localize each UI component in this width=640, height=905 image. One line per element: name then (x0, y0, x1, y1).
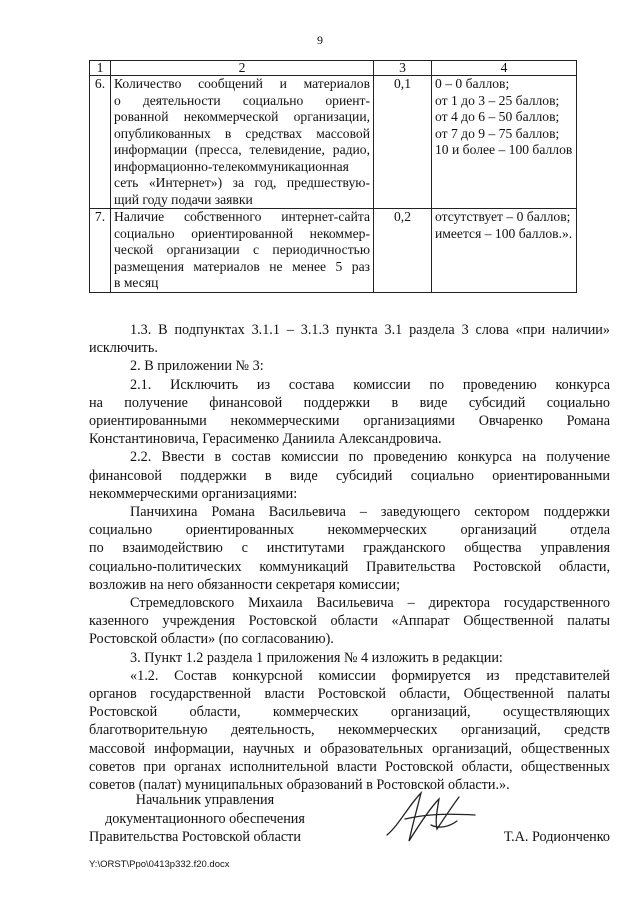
row-weight: 0,2 (374, 209, 432, 293)
signatory-title-line: документационного обеспечения (105, 810, 305, 827)
paragraph-line: социально-политических коммуникаций Правительства Ростовской области, (89, 558, 610, 575)
paragraph-line: финансовой поддержки в виде субсидий социально ориентированными (89, 467, 610, 484)
table-header-cell: 3 (374, 61, 432, 76)
paragraph-line: возложив на него обязанности секретаря комиссии; (89, 576, 401, 593)
file-path-footer: Y:\ORST\Ppo\0413p332.f20.docx (89, 859, 230, 870)
paragraph-line: Панчихина Романа Васильевича – заведующего сектором поддержки (130, 504, 610, 521)
description-line: ческой организации с периодичностью (114, 242, 370, 257)
document-body (89, 321, 610, 794)
signatory-title-line: Начальник управления (135, 792, 275, 808)
row-number: 6. (90, 76, 111, 209)
row-description (111, 76, 374, 209)
paragraph-line: ориентированными некоммерческими организациями Овчаренко Романа (89, 413, 610, 430)
paragraph-line: Стремедловского Михаила Васильевича – директора государственного (130, 595, 610, 612)
paragraph-line: 3. Пункт 1.2 раздела 1 приложения № 4 изложить в редакции: (130, 649, 503, 666)
signatory-name: Т.А. Родионченко (503, 829, 610, 845)
paragraph-line: исключить. (89, 340, 158, 357)
description-line: сеть «Интернет») за год, предшествую- (114, 175, 370, 190)
handwritten-signature-icon (379, 785, 479, 847)
paragraph-line: «1.2. Состав конкурсной комиссии формируется из представителей (130, 667, 610, 684)
score-line: от 4 до 6 – 50 баллов; (435, 109, 560, 124)
paragraph-line: массовой информации, научных и образовательных организаций, общественных (89, 740, 610, 757)
paragraph-line: советов при органах исполнительной власти Ростовской области, общественных (89, 758, 610, 775)
description-line: информационно-телекоммуникационная (114, 158, 349, 174)
description-line: социально ориентированной некоммер- (114, 225, 370, 241)
paragraph-line: 2. В приложении № 3: (130, 358, 264, 375)
score-line: от 1 до 3 – 25 баллов; (435, 92, 560, 108)
paragraph-line: на получение финансовой поддержки в виде субсидий социально (89, 394, 610, 411)
paragraph-line: советов (палат) муниципальных образований в Ростовской области.». (89, 777, 510, 794)
table-header-cell: 2 (111, 61, 374, 76)
row-scores (432, 209, 577, 293)
row-weight: 0,1 (374, 76, 432, 209)
table-row (90, 209, 577, 293)
paragraph-line: по взаимодействию с институтами гражданского общества управления (89, 540, 610, 557)
paragraph-line: социально ориентированных некоммерческих организаций отдела (89, 522, 610, 539)
table-row (90, 76, 577, 209)
signatory-title-line: Правительства Ростовской области (89, 829, 301, 845)
paragraph-line: 1.3. В подпунктах 3.1.1 – 3.1.3 пункта 3.1 раздела 3 слова «при наличии» (130, 322, 610, 338)
score-line: имеется – 100 баллов.». (435, 225, 573, 241)
signatory-title (89, 791, 321, 847)
score-line: отсутствует – 0 баллов; (435, 209, 571, 224)
paragraph-line: благотворительную деятельность, некоммерческих организаций, средств (89, 722, 610, 739)
table-header-cell: 4 (432, 61, 577, 76)
description-line: в месяц (114, 275, 159, 290)
description-line: щий году подачи заявки (114, 191, 253, 207)
paragraph-line: некоммерческими организациями: (89, 485, 298, 502)
paragraph-line: Ростовской области, коммерческих организаций, осуществляющих (89, 704, 610, 721)
paragraph-line: казенного учреждения Ростовской области «Аппарат Общественной палаты (89, 613, 610, 630)
page-number: 9 (317, 33, 323, 47)
description-line: размещения материалов не менее 5 раз (114, 258, 370, 274)
description-line: о деятельности социально ориент- (114, 92, 370, 108)
criteria-table (89, 60, 577, 293)
signature-block (89, 791, 610, 851)
description-line: опубликованных в средствах массовой (114, 125, 370, 141)
score-line: 0 – 0 баллов; (435, 76, 510, 91)
description-line: Количество сообщений и материалов (114, 76, 370, 91)
table-header-cell: 1 (90, 61, 111, 76)
paragraph-line: Ростовской области» (по согласованию). (89, 631, 334, 648)
table-header-row (90, 61, 577, 76)
paragraph-line: Константиновича, Герасименко Даниила Александровича. (89, 431, 442, 448)
paragraph-line: 2.1. Исключить из состава комиссии по проведению конкурса (130, 376, 610, 393)
row-number: 7. (90, 209, 111, 293)
paragraph-line: органов государственной власти Ростовской области, Общественной палаты (89, 686, 610, 703)
row-scores (432, 76, 577, 209)
score-line: от 7 до 9 – 75 баллов; (435, 125, 560, 141)
score-line: 10 и более – 100 баллов (435, 142, 573, 157)
description-line: рованной некоммерческой организации, (114, 109, 370, 124)
row-description (111, 209, 374, 293)
paragraph-line: 2.2. Ввести в состав комиссии по проведению конкурса на получение (130, 449, 610, 466)
description-line: Наличие собственного интернет-сайта (114, 209, 370, 224)
description-line: информации (пресса, телевидение, радио, (114, 142, 370, 157)
